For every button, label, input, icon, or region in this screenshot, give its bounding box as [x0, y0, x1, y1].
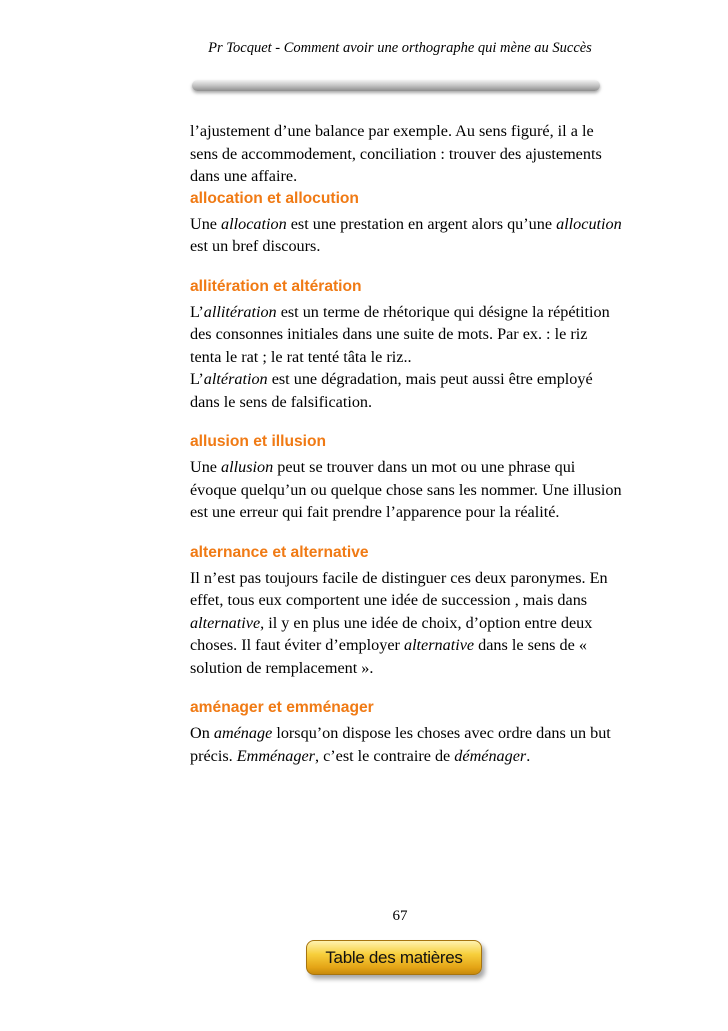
italic-term: altération — [203, 370, 268, 388]
entry-paragraph — [190, 213, 622, 258]
text-run: , il y en plus une idée de choix, d’option entre deux choses. Il faut éviter d’employer — [190, 613, 593, 654]
page-content — [190, 120, 622, 785]
text-run: Une — [190, 214, 222, 233]
table-of-contents-button[interactable]: Table des matières — [306, 940, 482, 975]
italic-term: allocution — [556, 214, 622, 233]
italic-term: allitération — [203, 302, 277, 321]
entry-title: allocation et allocution — [190, 189, 359, 207]
italic-term: alternative — [403, 636, 475, 654]
glossary-entry — [190, 276, 622, 414]
page-number: 67 — [392, 908, 408, 924]
text-run: est une prestation en argent alors qu’une — [286, 214, 557, 233]
entry-title: alternance et alternative — [190, 543, 369, 561]
italic-term: aménage — [213, 724, 273, 742]
text-run: L’ — [190, 370, 204, 388]
entry-paragraph — [190, 301, 622, 369]
text-run: On — [190, 724, 214, 742]
entry-paragraph — [190, 567, 622, 680]
italic-term: Emménager — [236, 746, 315, 765]
glossary-entry — [190, 431, 622, 524]
entry-title: aménager et emménager — [190, 699, 374, 716]
glossary-entry — [190, 188, 622, 258]
intro-paragraph: l’ajustement d’une balance par exemple. Au sens figuré, il a le sens de accommodement, conciliation : trouver des ajustements dans une affaire. — [190, 122, 602, 185]
entry-list — [190, 188, 622, 768]
text-run: L’ — [190, 302, 204, 321]
text-run: . — [526, 746, 531, 765]
italic-term: alternative — [190, 613, 261, 632]
text-run: Une — [190, 458, 222, 476]
running-header: Pr Tocquet - Comment avoir une orthographe qui mène au Succès — [208, 40, 592, 56]
text-run: peut se trouver dans un mot ou une phrase qui évoque quelqu’un ou quelque chose sans les nommer. Une illusion est une erreur qui fait prendre l’apparence pour la réalité. — [190, 458, 622, 521]
italic-term: allusion — [221, 458, 274, 476]
entry-title: allitération et altération — [190, 277, 362, 295]
entry-paragraph — [190, 368, 622, 413]
text-run: lorsqu’on dispose les choses avec ordre dans un but précis. — [190, 724, 611, 765]
italic-term: déménager — [454, 746, 527, 765]
text-run: est une dégradation, mais peut aussi être employé dans le sens de falsification. — [190, 370, 593, 411]
text-run: dans le sens de « solution de remplacement ». — [190, 636, 587, 677]
text-run: est un bref discours. — [190, 237, 321, 255]
italic-term: allocation — [221, 214, 287, 233]
glossary-entry — [190, 542, 622, 680]
text-run: Il n’est pas toujours facile de distinguer ces deux paronymes. En effet, tous eux comportent une idée de succession , mais dans — [190, 568, 608, 609]
glossary-entry — [190, 697, 622, 767]
header-divider — [192, 80, 600, 91]
entry-title: allusion et illusion — [190, 433, 327, 450]
text-run: , c’est le contraire de — [314, 746, 455, 765]
entry-paragraph — [190, 722, 622, 767]
entry-paragraph — [190, 456, 622, 524]
text-run: est un terme de rhétorique qui désigne la répétition des consonnes initiales dans une suite de mots. Par ex. : le riz tenta le rat ; le rat tenté tâta le riz.. — [190, 302, 610, 366]
